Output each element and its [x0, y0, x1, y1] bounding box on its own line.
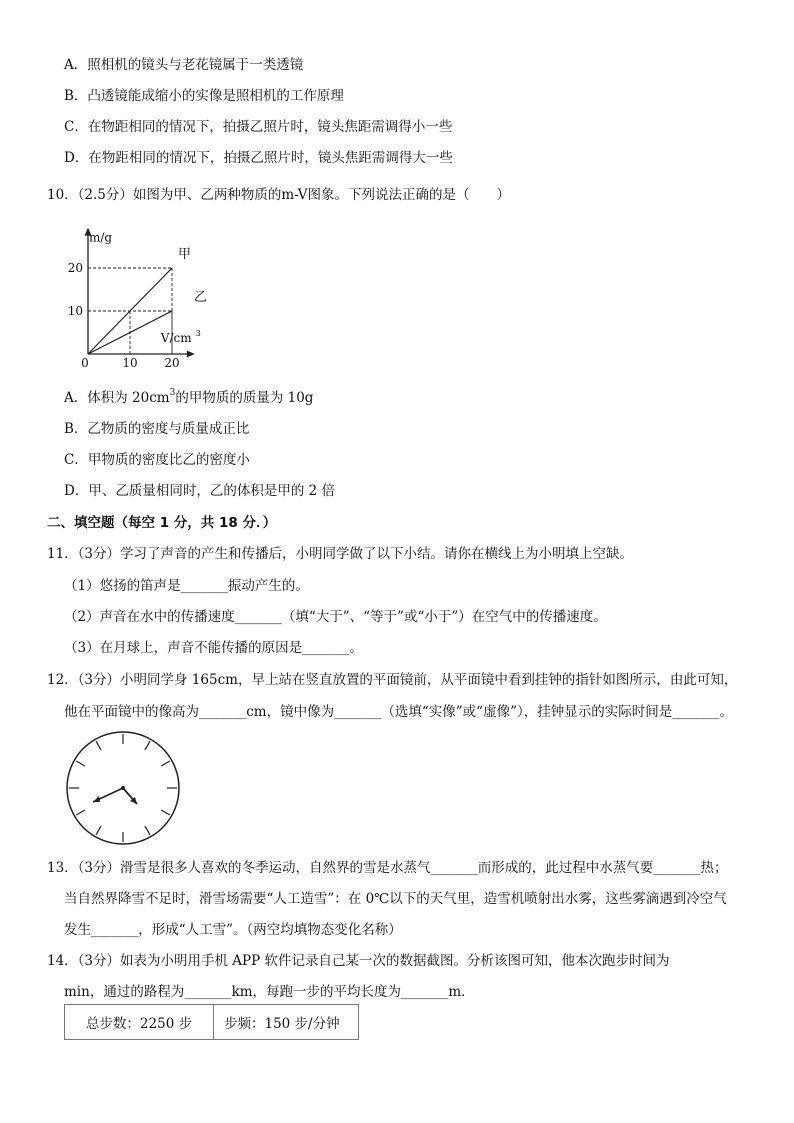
clock-tick	[161, 810, 170, 815]
section-title: 二、填空题（每空 1 分，共 18 分．）	[47, 515, 277, 531]
clock-tick	[145, 741, 150, 750]
q13-line3: 发生_______，形成“人工雪”。（两空均填物态变化名称）	[64, 922, 402, 938]
wall-clock-figure	[65, 730, 181, 846]
q9-option-a: A．照相机的镜头与老花镜属于一类透镜	[64, 57, 304, 73]
clock-tick	[145, 826, 150, 835]
total-steps-cell: 总步数：2250 步	[65, 1005, 214, 1040]
x-axis-label: V/cm	[160, 331, 192, 345]
q10-option-d: D．甲、乙质量相同时，乙的体积是甲的 2 倍	[64, 483, 335, 499]
q10-stem: 10．（2.5分）如图为甲、乙两种物质的m-V图象。下列说法正确的是（ ）	[47, 187, 511, 203]
x-axis-arrow	[187, 351, 195, 358]
q14-line1: 14．（3分）如表为小明用手机 APP 软件记录自己某一次的数据截图。分析该图可知，他本次跑步时间为	[47, 953, 670, 969]
origin-label: 0	[81, 356, 89, 370]
q14-line2: min，通过的路程为_______km，每跑一步的平均长度为_______m．	[64, 984, 475, 1000]
clock-tick	[76, 761, 85, 766]
q9-option-b: B．凸透镜能成缩小的实像是照相机的工作原理	[64, 88, 344, 104]
q12-line1: 12．（3分）小明同学身 165cm，早上站在竖直放置的平面镜前，从平面镜中看到挂钟的指针如图所示，由此可知，	[47, 672, 738, 688]
series-label-1: 甲	[178, 247, 192, 262]
x-axis-label-sup: 3	[195, 329, 201, 338]
q9-option-c: C．在物距相同的情况下，拍摄乙照片时，镜头焦距需调得小一些	[64, 119, 453, 135]
series-label-2: 乙	[194, 290, 208, 305]
q9-option-d: D．在物距相同的情况下，拍摄乙照片时，镜头焦距需调得大一些	[64, 150, 453, 166]
clock-tick	[76, 810, 85, 815]
q11-part3: （3）在月球上，声音不能传播的原因是_______。	[64, 640, 363, 656]
run-data-table	[64, 1004, 359, 1040]
q10-option-a: A．体积为 $20cm^3$的甲物质的质量为 10g	[64, 388, 314, 406]
y-axis-label: m/g	[89, 230, 113, 245]
q11-part1: （1）悠扬的笛声是_______振动产生的。	[64, 578, 309, 594]
clock-tick	[96, 741, 101, 750]
clock-center	[121, 786, 125, 790]
clock-tick	[161, 761, 170, 766]
q12-line2: 他在平面镜中的像高为_______cm，镜中像为_______（选填“实像”或“虚像”），挂钟显示的实际时间是_______。	[64, 704, 733, 720]
q10-option-b: B．乙物质的密度与质量成正比	[64, 421, 250, 437]
y-tick-label: 20	[67, 261, 83, 275]
q11-part2: （2）声音在水中的传播速度_______（填“大于”、“等于”或“小于”）在空气中的传播速度。	[64, 609, 607, 625]
step-frequency-cell: 步频：150 步/分钟	[214, 1005, 359, 1040]
x-tick-label: 10	[122, 356, 138, 370]
clock-tick	[96, 826, 101, 835]
q13-line1: 13．（3分）滑雪是很多人喜欢的冬季运动，自然界的雪是水蒸气_______而形成的，此过程中水蒸气要_______热；	[47, 860, 728, 876]
m-v-chart	[60, 226, 260, 376]
q10-option-c: C．甲物质的密度比乙的密度小	[64, 452, 250, 468]
q13-line2: 当自然界降雪不足时，滑雪场需要“人工造雪”：在 0℃以下的天气里，造雪机喷射出水雾，这些雾滴遇到冷空气	[64, 891, 727, 907]
y-tick-label: 10	[67, 304, 83, 318]
clock-minute-arrow	[93, 796, 100, 802]
x-tick-label: 20	[164, 356, 180, 370]
q11-stem: 11．（3分）学习了声音的产生和传播后，小明同学做了以下小结。请你在横线上为小明填上空缺。	[47, 546, 634, 562]
